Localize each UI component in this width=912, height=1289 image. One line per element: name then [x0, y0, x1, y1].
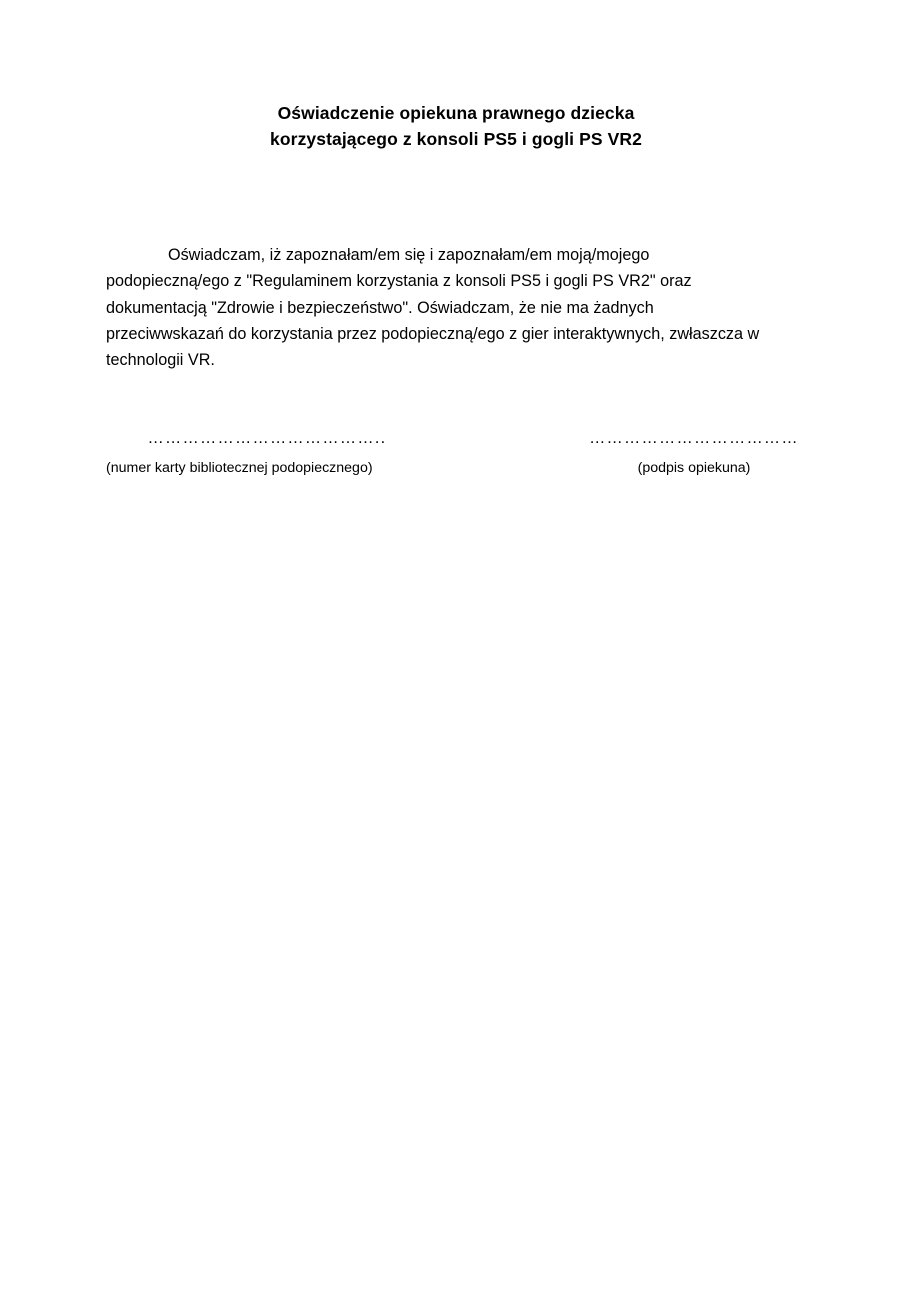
signature-line-card-number: …………………………………..	[147, 429, 387, 447]
page-title	[106, 100, 806, 153]
title-line-1: Oświadczenie opiekuna prawnego dziecka	[277, 103, 635, 123]
signature-caption-guardian: (podpis opiekuna)	[637, 460, 751, 477]
signature-area	[106, 428, 812, 498]
declaration-paragraph: Oświadczam, iż zapoznałam/em się i zapoznałam/em moją/mojego podopieczną/ego z "Regulaminem korzystania z konsoli PS5 i gogli PS VR2" oraz dokumentacją "Zdrowie i bezpieczeństwo". Oświadczam, że nie ma żadnych przeciwwskazań do korzystania przez podopieczną/ego z gier interaktywnych, zwłaszcza w technologii VR.	[106, 246, 760, 370]
signature-block-guardian	[576, 428, 812, 479]
signature-caption-card-number: (numer karty bibliotecznej podopiecznego)	[106, 460, 373, 477]
title-line-2: korzystającego z konsoli PS5 i gogli PS VR2	[270, 129, 642, 150]
signature-block-card-number	[106, 428, 428, 479]
signature-line-guardian: ………………………………	[589, 429, 799, 447]
